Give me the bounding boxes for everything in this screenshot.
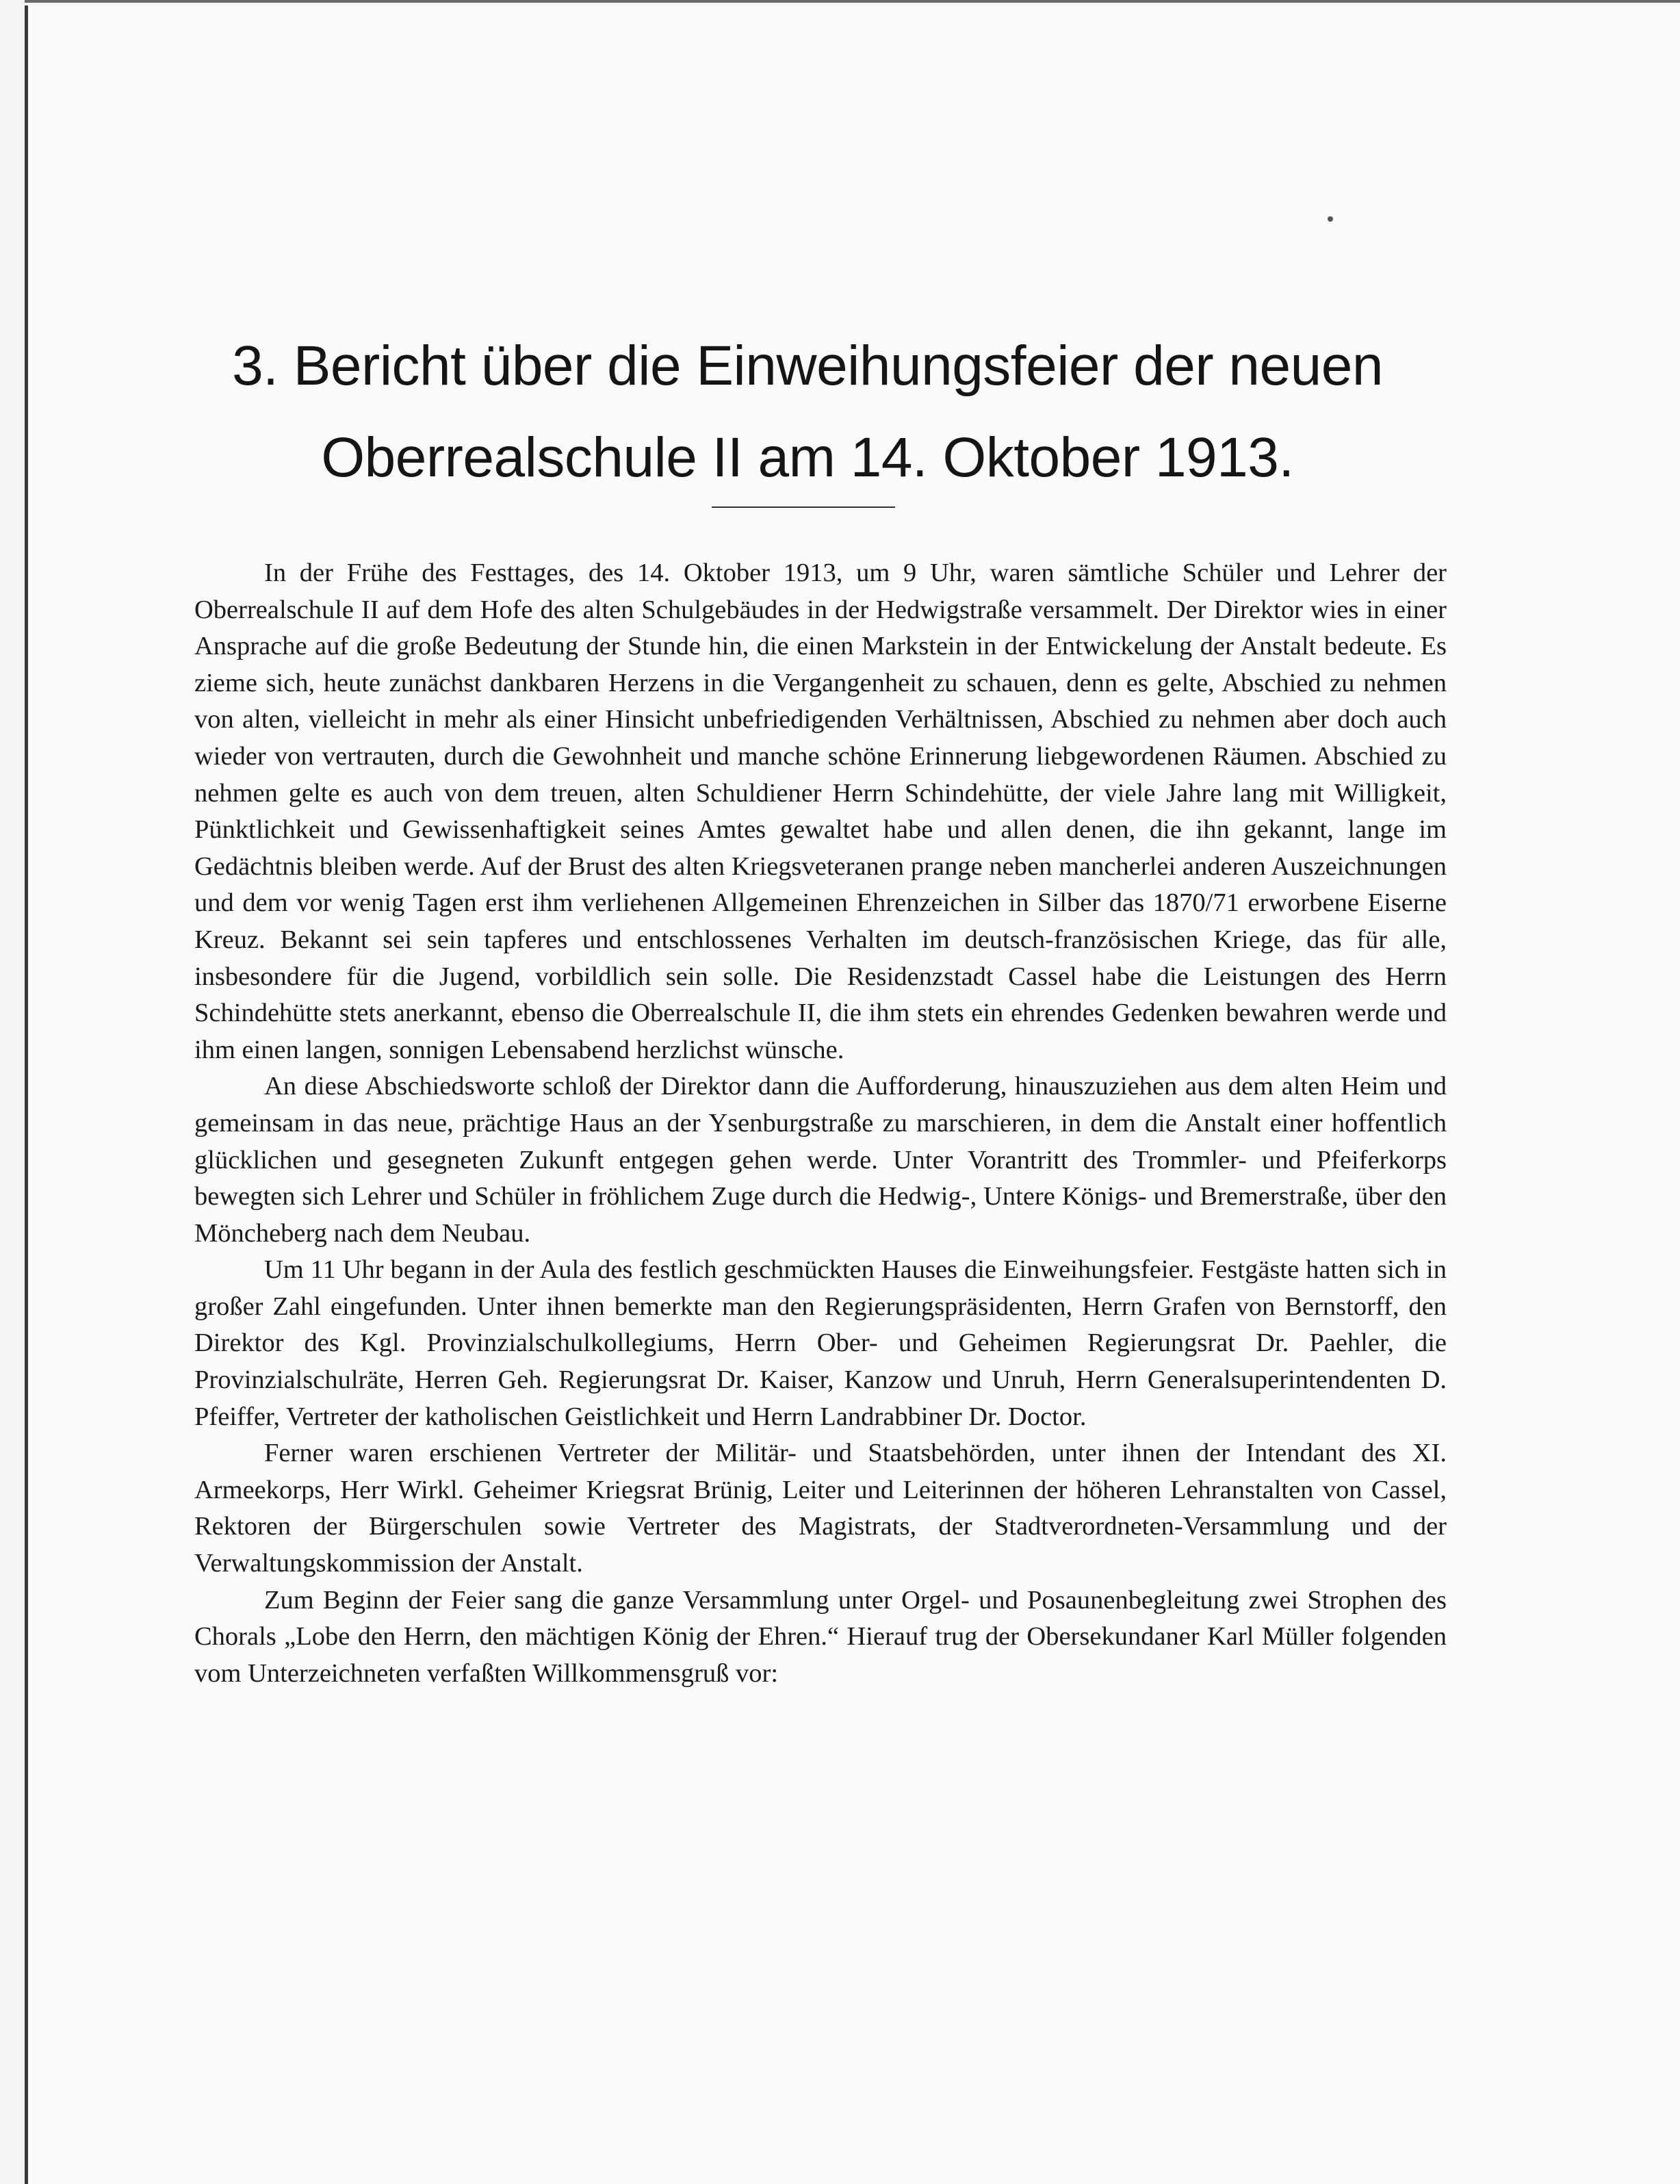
heading-line-2: Oberrealschule II am 14. Oktober 1913. bbox=[321, 426, 1294, 489]
section-heading bbox=[164, 320, 1451, 504]
paragraph-procession: An diese Abschiedsworte schloß der Direktor dann die Aufforderung, hinauszuziehen aus dem alten Heim und gemeinsam in das neue, prächtige Haus an der Ysenburgstraße zu marschieren, in dem die Anstalt einer hoffentlich glücklichen und gesegneten Zukunft entgegen gehen werde. Unter Vorantritt des Trommler- und Pfeiferkorps bewegten sich Lehrer und Schüler in fröhlichem Zuge durch die Hedwig-, Untere Königs- und Bremerstraße, über den Möncheberg nach dem Neubau. bbox=[194, 1072, 1447, 1248]
paragraph-ceremony-start: Zum Beginn der Feier sang die ganze Versammlung unter Orgel- und Posaunenbegleitung zwei Strophen des Chorals „Lobe den Herrn, den mächtigen König der Ehren.“ Hierauf trug der Obersekundaner Karl Müller folgenden vom Unterzeichneten verfaßten Willkommensgruß vor: bbox=[194, 1585, 1447, 1688]
paragraph-guests: Um 11 Uhr begann in der Aula des festlich geschmückten Hauses die Einweihungsfeier. Festgäste hatten sich in großer Zahl eingefunden. Unter ihnen bemerkte man den Regierungspräsidenten, Herrn Grafen von Bernstorff, den Direktor des Kgl. Provinzialschulkollegiums, Herrn Ober- und Geheimen Regierungsrat Dr. Paehler, die Provinzialschulräte, Herren Geh. Regierungsrat Dr. Kaiser, Kanzow und Unruh, Herrn Generalsuperintendenten D. Pfeiffer, Vertreter der katholischen Geistlichkeit und Herrn Landrabbiner Dr. Doctor. bbox=[194, 1255, 1447, 1431]
heading-line-1: 3. Bericht über die Einweihungsfeier der neuen bbox=[232, 335, 1383, 397]
report-body bbox=[194, 555, 1447, 1692]
speck-mark bbox=[1328, 216, 1333, 222]
paragraph-farewell: In der Frühe des Festtages, des 14. Oktober 1913, um 9 Uhr, waren sämtliche Schüler und Lehrer der Oberrealschule II auf dem Hofe des alten Schulgebäudes in der Hedwigstraße versammelt. Der Direktor wies in einer Ansprache auf die große Bedeutung der Stunde hin, die einen Markstein in der Entwickelung der Anstalt bedeute. Es zieme sich, heute zunächst dankbaren Herzens in die Vergangenheit zu schauen, denn es gelte, Abschied zu nehmen von alten, vielleicht in mehr als einer Hinsicht unbefriedigenden Verhältnissen, Abschied zu nehmen aber doch auch wieder von vertrauten, durch die Gewohnheit und manche schöne Erinnerung liebgewordenen Räumen. Abschied zu nehmen gelte es auch von dem treuen, alten Schuldiener Herrn Schindehütte, der viele Jahre lang mit Willigkeit, Pünktlichkeit und Gewissenhaftigkeit seines Amtes gewaltet habe und allen denen, die ihn gekannt, lange im Gedächtnis bleiben werde. Auf der Brust des alten Kriegsveteranen prange neben mancherlei anderen Auszeichnungen und dem vor wenig Tagen erst ihm verliehenen Allgemeinen Ehrenzeichen in Silber das 1870/71 erworbene Eiserne Kreuz. Bekannt sei sein tapferes und entschlossenes Verhalten im deutsch-französischen Kriege, das für alle, insbesondere für die Jugend, vorbildlich sein solle. Die Residenzstadt Cassel habe die Leistungen des Herrn Schindehütte stets anerkannt, ebenso die Oberrealschule II, die ihm stets ein ehrendes Gedenken bewahren werde und ihm einen langen, sonnigen Lebensabend herzlichst wünsche. bbox=[194, 558, 1447, 1064]
page-top-edge bbox=[25, 0, 1680, 3]
paragraph-officials: Ferner waren erschienen Vertreter der Militär- und Staatsbehörden, unter ihnen der Intendant des XI. Armeekorps, Herr Wirkl. Geheimer Kriegsrat Brünig, Leiter und Leiterinnen der höheren Lehranstalten von Cassel, Rektoren der Bürgerschulen sowie Vertreter des Magistrats, der Stadtverordneten-Versammlung und der Verwaltungskommission der Anstalt. bbox=[194, 1439, 1447, 1578]
heading-divider bbox=[712, 506, 895, 508]
